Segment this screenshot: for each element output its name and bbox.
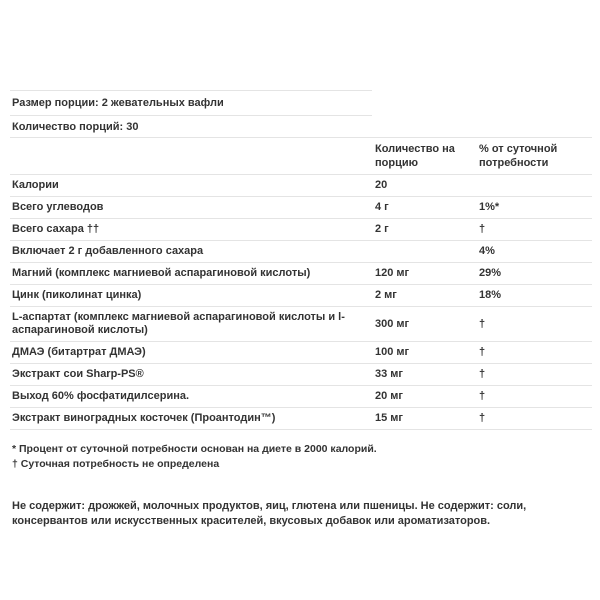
row-dv [477, 175, 592, 197]
row-dv: † [477, 307, 592, 342]
row-amount: 300 мг [373, 307, 477, 342]
table-row [10, 342, 592, 364]
row-dv: † [477, 386, 592, 408]
row-name: Цинк (пиколинат цинка) [10, 285, 373, 307]
row-name: Всего сахара †† [10, 219, 373, 241]
row-dv: † [477, 342, 592, 364]
row-name: Всего углеводов [10, 197, 373, 219]
table-row [10, 285, 592, 307]
supplement-facts-table [10, 137, 592, 430]
allergen-disclaimer: Не содержит: дрожжей, молочных продуктов, яиц, глютена или пшеницы. Не содержит: соли, консервантов или искусственных красителей, вкусовых добавок или ароматизаторов. [12, 500, 527, 527]
row-name: Магний (комплекс магниевой аспарагиновой кислоты) [10, 263, 373, 285]
row-amount: 2 г [373, 219, 477, 241]
serving-info-section [10, 90, 372, 137]
footnote-dagger: † Суточная потребность не определена [12, 458, 220, 470]
row-amount: 2 мг [373, 285, 477, 307]
table-row [10, 197, 592, 219]
header-daily-value: % от суточной потребности [477, 138, 592, 175]
row-amount: 4 г [373, 197, 477, 219]
row-dv: 18% [477, 285, 592, 307]
table-row [10, 386, 592, 408]
servings-count-row: Количество порций: 30 [10, 115, 372, 137]
row-dv: † [477, 219, 592, 241]
row-dv: 1%* [477, 197, 592, 219]
table-row [10, 408, 592, 430]
table-row [10, 175, 592, 197]
row-name: Калории [10, 175, 373, 197]
row-amount: 15 мг [373, 408, 477, 430]
table-header-row [10, 138, 592, 175]
row-amount: 33 мг [373, 364, 477, 386]
row-amount: 100 мг [373, 342, 477, 364]
row-dv: 4% [477, 241, 592, 263]
table-row [10, 241, 592, 263]
table-row [10, 219, 592, 241]
row-dv: 29% [477, 263, 592, 285]
row-name: Выход 60% фосфатидилсерина. [10, 386, 373, 408]
row-name: L-аспартат (комплекс магниевой аспарагиновой кислоты и l-аспарагиновой кислоты) [10, 307, 373, 342]
row-amount: 20 мг [373, 386, 477, 408]
row-dv: † [477, 408, 592, 430]
table-row [10, 263, 592, 285]
row-dv: † [477, 364, 592, 386]
row-name: ДМАЭ (битартрат ДМАЭ) [10, 342, 373, 364]
serving-size-row: Размер порции: 2 жевательных вафли [10, 90, 372, 115]
row-amount [373, 241, 477, 263]
header-amount-per-serving: Количество на порцию [373, 138, 477, 175]
table-row [10, 364, 592, 386]
table-row [10, 307, 592, 342]
row-amount: 120 мг [373, 263, 477, 285]
row-amount: 20 [373, 175, 477, 197]
footnotes-section [10, 442, 592, 472]
row-name: Включает 2 г добавленного сахара [10, 241, 373, 263]
row-name: Экстракт виноградных косточек (Проантодин™) [10, 408, 373, 430]
row-name: Экстракт сои Sharp-PS® [10, 364, 373, 386]
footnote-daily-value: * Процент от суточной потребности основан на диете в 2000 калорий. [12, 443, 377, 455]
header-nutrient [10, 138, 373, 175]
